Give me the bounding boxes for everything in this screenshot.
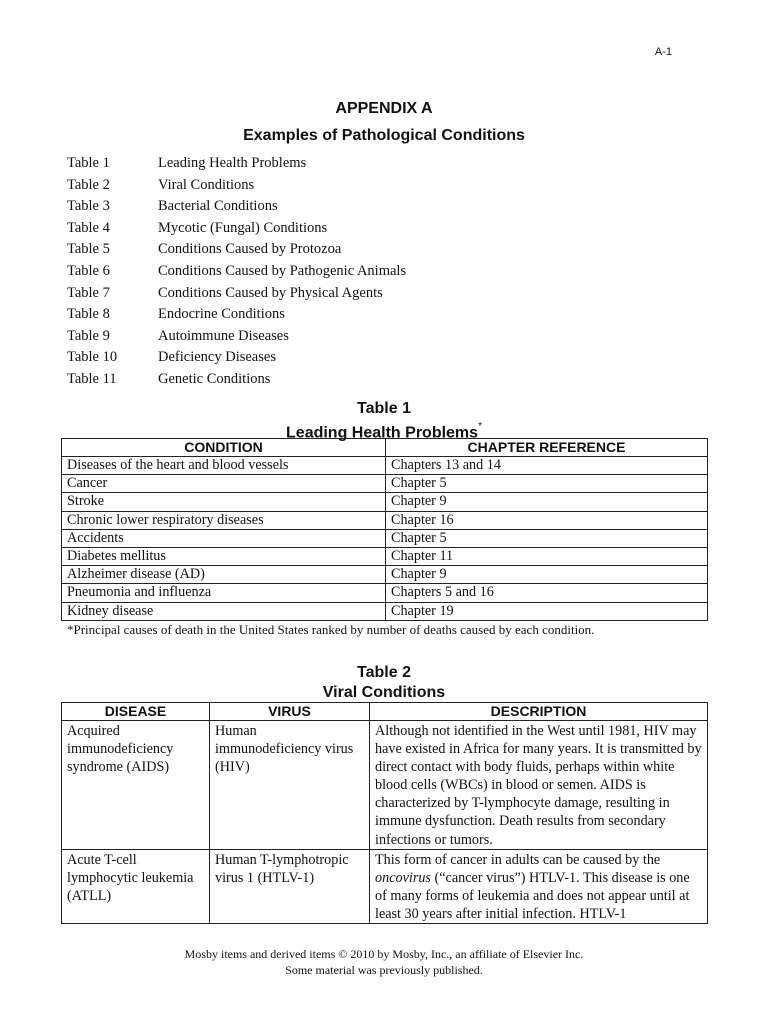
chapter-reference-cell: Chapter 5 — [386, 475, 708, 493]
table-row — [62, 475, 708, 493]
chapter-reference-cell: Chapter 9 — [386, 493, 708, 511]
toc-item-number: Table 7 — [67, 284, 110, 301]
toc-item-title: Autoimmune Diseases — [158, 327, 289, 344]
condition-cell: Accidents — [62, 529, 386, 547]
description-cell — [370, 849, 708, 923]
column-header-chapter-reference: CHAPTER REFERENCE — [386, 439, 708, 457]
toc-item — [67, 153, 406, 175]
condition-cell: Stroke — [62, 493, 386, 511]
chapter-reference-cell: Chapters 13 and 14 — [386, 457, 708, 475]
toc-item-title: Viral Conditions — [158, 176, 255, 193]
column-header-description: DESCRIPTION — [370, 703, 708, 721]
table-row — [62, 548, 708, 566]
table-row — [62, 493, 708, 511]
toc-item — [67, 261, 406, 283]
leading-health-problems-table — [61, 438, 708, 621]
condition-cell: Pneumonia and influenza — [62, 584, 386, 602]
disease-cell: Acquired immunodeficiency syndrome (AIDS) — [62, 721, 210, 850]
toc-item — [67, 218, 406, 240]
toc-item-title: Conditions Caused by Protozoa — [158, 241, 342, 258]
condition-cell: Chronic lower respiratory diseases — [62, 511, 386, 529]
table-of-contents — [67, 153, 406, 391]
condition-cell: Kidney disease — [62, 602, 386, 620]
page-number: A-1 — [654, 46, 672, 58]
table-row — [62, 584, 708, 602]
table-header-row — [62, 439, 708, 457]
column-header-condition: CONDITION — [62, 439, 386, 457]
toc-item-number: Table 10 — [67, 349, 118, 366]
toc-item — [67, 326, 406, 348]
toc-item-number: Table 4 — [67, 219, 110, 236]
table2-heading — [0, 663, 768, 703]
table-row — [62, 511, 708, 529]
condition-cell: Diseases of the heart and blood vessels — [62, 457, 386, 475]
table1-title: Leading Health Problems — [286, 424, 479, 442]
table1-heading — [0, 399, 768, 443]
disease-cell: Acute T-cell lymphocytic leukemia (ATLL) — [62, 849, 210, 923]
column-header-disease: DISEASE — [62, 703, 210, 721]
copyright-line: Mosby items and derived items © 2010 by Mosby, Inc., an affiliate of Elsevier Inc. — [184, 947, 584, 961]
virus-cell: Human T-lymphotropic virus 1 (HTLV-1) — [210, 849, 370, 923]
condition-cell: Alzheimer disease (AD) — [62, 566, 386, 584]
viral-conditions-table — [61, 702, 708, 924]
description-text-continued: (“cancer virus”) HTLV-1. This disease is one of many forms of leukemia and does not appear until at least 30 years after initial infection. HTLV-1 — [375, 869, 690, 922]
toc-item — [67, 347, 406, 369]
table-row — [62, 566, 708, 584]
table-row — [62, 721, 708, 850]
toc-item-number: Table 11 — [67, 370, 117, 387]
table-row — [62, 457, 708, 475]
condition-cell: Cancer — [62, 475, 386, 493]
appendix-subtitle: Examples of Pathological Conditions — [243, 127, 525, 144]
table-row — [62, 849, 708, 923]
toc-item — [67, 239, 406, 261]
table-row — [62, 602, 708, 620]
chapter-reference-cell: Chapter 5 — [386, 529, 708, 547]
toc-item-number: Table 5 — [67, 241, 110, 258]
toc-item-title: Conditions Caused by Pathogenic Animals — [158, 262, 407, 279]
toc-item — [67, 196, 406, 218]
appendix-title: APPENDIX A — [335, 100, 433, 117]
table2-title: Viral Conditions — [322, 684, 446, 701]
chapter-reference-cell: Chapter 9 — [386, 566, 708, 584]
copyright-footer — [0, 947, 768, 978]
publication-note: Some material was previously published. — [285, 962, 483, 977]
toc-item-number: Table 3 — [67, 198, 110, 215]
chapter-reference-cell: Chapter 16 — [386, 511, 708, 529]
toc-item-title: Genetic Conditions — [158, 370, 271, 387]
toc-item-title: Deficiency Diseases — [158, 349, 276, 366]
table-row — [62, 529, 708, 547]
toc-item-title: Mycotic (Fungal) Conditions — [158, 219, 328, 236]
toc-item-number: Table 6 — [67, 262, 110, 279]
description-text: Although not identified in the West until 1981, HIV may have existed in Africa for many years. It is transmitted by direct contact with body fluids, perhaps within white blood cells (WBCs) in blood or semen. AIDS is characterized by T-lymphocyte damage, resulting in immune dysfunction. Death results from secondary infections or tumors. — [375, 723, 702, 848]
toc-item-number: Table 9 — [67, 327, 110, 344]
toc-item — [67, 283, 406, 305]
description-italic-term: oncovirus — [375, 869, 431, 886]
column-header-virus: VIRUS — [210, 703, 370, 721]
table1-footnote-mark: * — [478, 421, 482, 432]
virus-cell: Human immunodeficiency virus (HIV) — [210, 721, 370, 850]
chapter-reference-cell: Chapter 11 — [386, 548, 708, 566]
toc-item-title: Endocrine Conditions — [158, 306, 285, 323]
toc-item-number: Table 8 — [67, 306, 110, 323]
toc-item-title: Leading Health Problems — [158, 155, 307, 171]
table1-footnote: *Principal causes of death in the United States ranked by number of deaths caused by each condition. — [67, 622, 595, 637]
table2-label: Table 2 — [357, 664, 411, 681]
description-cell — [370, 721, 708, 850]
toc-item — [67, 304, 406, 326]
condition-cell: Diabetes mellitus — [62, 548, 386, 566]
toc-item — [67, 369, 406, 391]
table1-label: Table 1 — [357, 400, 411, 417]
toc-item-title: Bacterial Conditions — [158, 198, 278, 215]
toc-item-number: Table 1 — [67, 155, 110, 171]
toc-item-number: Table 2 — [67, 176, 110, 193]
toc-item — [67, 175, 406, 197]
chapter-reference-cell: Chapters 5 and 16 — [386, 584, 708, 602]
description-text: This form of cancer in adults can be caused by the — [375, 851, 661, 868]
toc-item-title: Conditions Caused by Physical Agents — [158, 284, 383, 301]
chapter-reference-cell: Chapter 19 — [386, 602, 708, 620]
table-header-row — [62, 703, 708, 721]
